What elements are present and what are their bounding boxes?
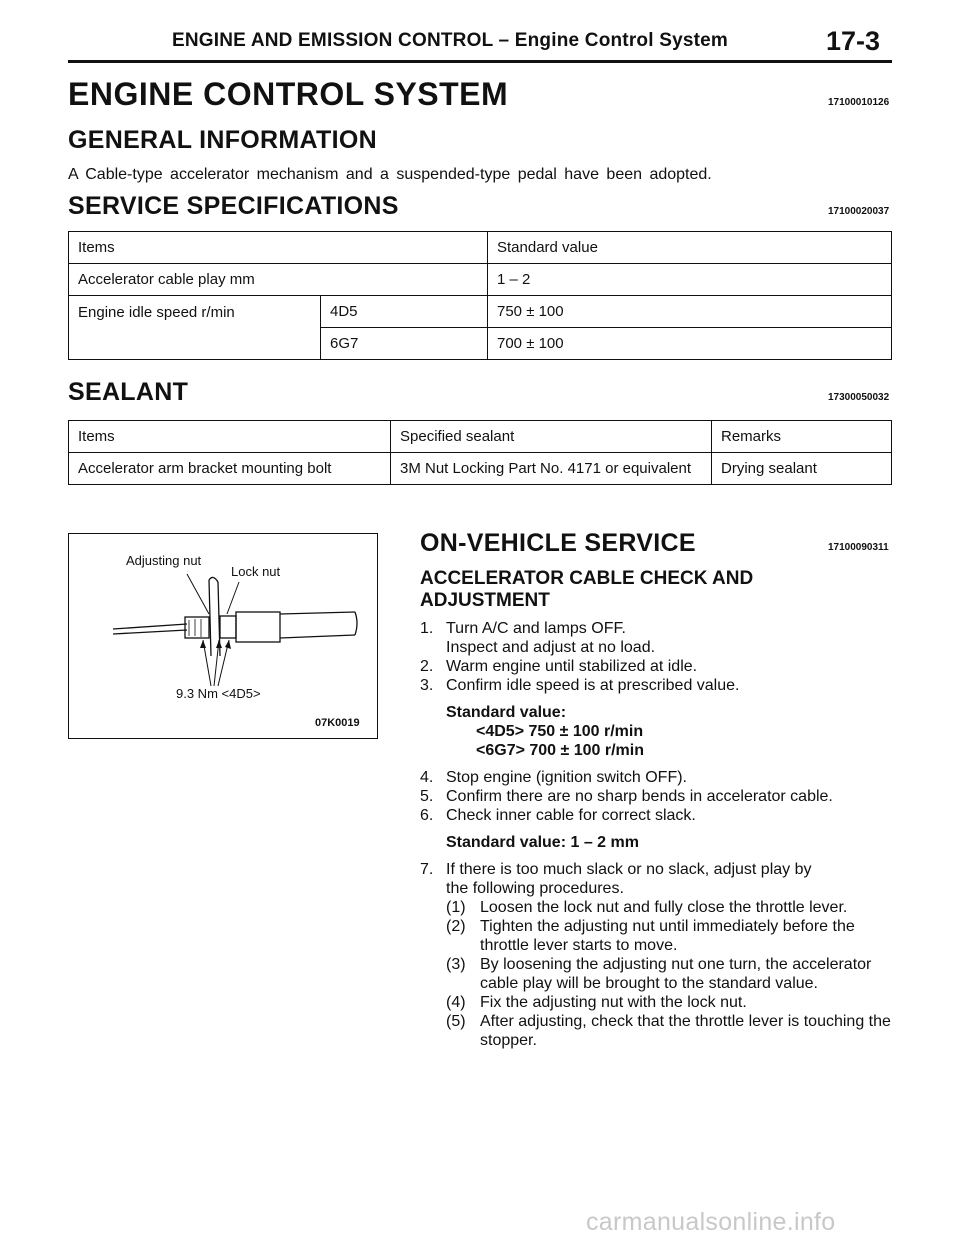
sub-step-number: (3)	[446, 956, 466, 973]
sub-step	[420, 993, 892, 1012]
figure-label-lock-nut: Lock nut	[231, 564, 281, 579]
list-item	[420, 638, 892, 657]
step-number: 1.	[420, 620, 434, 637]
cable-check-subheading	[420, 568, 753, 612]
list-item	[420, 768, 892, 787]
service-specs-heading: SERVICE SPECIFICATIONS	[68, 192, 399, 220]
sealant-heading: SEALANT	[68, 378, 189, 406]
table-header-cell: Standard value	[488, 232, 892, 264]
step-number: 5.	[420, 788, 434, 805]
table-header-row	[69, 232, 892, 264]
table-cell: Accelerator cable play mm	[69, 264, 488, 296]
step-text: Confirm idle speed is at prescribed value.	[446, 677, 740, 694]
step-number: 6.	[420, 807, 434, 824]
figure-label-torque: 9.3 Nm <4D5>	[176, 686, 261, 701]
service-specs-table	[68, 231, 892, 360]
table-header-row	[69, 421, 892, 453]
sub-step-text: Fix the adjusting nut with the lock nut.	[480, 994, 747, 1011]
sub-step	[420, 955, 892, 993]
header-rule	[68, 60, 892, 63]
service-specs-code: 17100020037	[828, 206, 890, 217]
step-number: 2.	[420, 658, 434, 675]
watermark: carmanualsonline.info	[586, 1208, 836, 1236]
step-text: Warm engine until stabilized at idle.	[446, 658, 698, 675]
sub-step-text: Tighten the adjusting nut until immediately before the throttle lever starts to move.	[480, 918, 855, 954]
table-cell: 750 ± 100	[488, 296, 892, 328]
step-text: Confirm there are no sharp bends in accelerator cable.	[446, 788, 833, 805]
table-cell: Engine idle speed r/min	[69, 296, 321, 360]
cable-figure	[68, 533, 378, 739]
figure-label-adjusting-nut: Adjusting nut	[126, 553, 202, 568]
main-title: ENGINE CONTROL SYSTEM	[68, 76, 509, 112]
procedure-steps	[420, 619, 892, 1050]
page-number: 17-3	[826, 26, 881, 56]
sub-step	[420, 1012, 892, 1050]
step-text: Check inner cable for correct slack.	[446, 807, 696, 824]
sub-step-number: (4)	[446, 994, 466, 1011]
standard-value-6g7: <6G7> 700 ± 100 r/min	[476, 742, 644, 759]
step-text: If there is too much slack or no slack, adjust play by	[446, 861, 812, 878]
table-cell: 3M Nut Locking Part No. 4171 or equivalent	[391, 453, 712, 485]
table-cell: 4D5	[321, 296, 488, 328]
sub-step	[420, 917, 892, 955]
step-text: Turn A/C and lamps OFF.	[446, 620, 626, 637]
step-text: the following procedures.	[446, 880, 624, 897]
standard-value-4d5: <4D5> 750 ± 100 r/min	[476, 723, 644, 740]
sub-step-text: After adjusting, check that the throttle lever is touching the stopper.	[480, 1013, 891, 1049]
list-item	[420, 860, 892, 879]
subheading-line: ACCELERATOR CABLE CHECK AND	[420, 568, 754, 589]
sub-step-number: (5)	[446, 1013, 466, 1030]
standard-value-play: Standard value: 1 – 2 mm	[446, 834, 639, 851]
main-title-code: 17100010126	[828, 97, 890, 108]
table-header-cell: Items	[69, 232, 488, 264]
subheading-line: ADJUSTMENT	[420, 590, 550, 611]
table-header-cell: Items	[69, 421, 391, 453]
table-row	[69, 296, 892, 328]
step-number: 3.	[420, 677, 434, 694]
table-cell: 700 ± 100	[488, 328, 892, 360]
list-item	[420, 879, 892, 898]
general-info-text: A Cable-type accelerator mechanism and a suspended-type pedal have been adopted.	[68, 166, 712, 183]
list-item	[420, 806, 892, 825]
sub-step	[420, 898, 892, 917]
table-cell: 1 – 2	[488, 264, 892, 296]
step-text: Stop engine (ignition switch OFF).	[446, 769, 687, 786]
accelerator-cable-illustration	[69, 534, 377, 738]
sealant-code: 17300050032	[828, 392, 890, 403]
table-cell: Drying sealant	[712, 453, 892, 485]
list-item	[420, 787, 892, 806]
list-item	[420, 657, 892, 676]
running-header-title: ENGINE AND EMISSION CONTROL – Engine Control System	[172, 30, 728, 51]
step-number: 4.	[420, 769, 434, 786]
on-vehicle-heading: ON-VEHICLE SERVICE	[420, 529, 696, 557]
general-info-heading: GENERAL INFORMATION	[68, 126, 377, 154]
table-header-cell: Specified sealant	[391, 421, 712, 453]
table-cell: 6G7	[321, 328, 488, 360]
step-number: 7.	[420, 861, 434, 878]
standard-value-label: Standard value:	[446, 704, 567, 721]
list-item	[420, 619, 892, 638]
sealant-table	[68, 420, 892, 485]
sub-step-text: Loosen the lock nut and fully close the throttle lever.	[480, 899, 848, 916]
table-cell: Accelerator arm bracket mounting bolt	[69, 453, 391, 485]
table-row	[69, 264, 892, 296]
sub-step-text: By loosening the adjusting nut one turn, the accelerator cable play will be brought to the standard value.	[480, 956, 872, 992]
on-vehicle-code: 17100090311	[828, 542, 889, 553]
sub-step-number: (2)	[446, 918, 466, 935]
table-header-cell: Remarks	[712, 421, 892, 453]
figure-code: 07K0019	[315, 717, 360, 729]
sub-step-number: (1)	[446, 899, 466, 916]
step-text: Inspect and adjust at no load.	[446, 639, 656, 656]
list-item	[420, 676, 892, 695]
table-row	[69, 453, 892, 485]
